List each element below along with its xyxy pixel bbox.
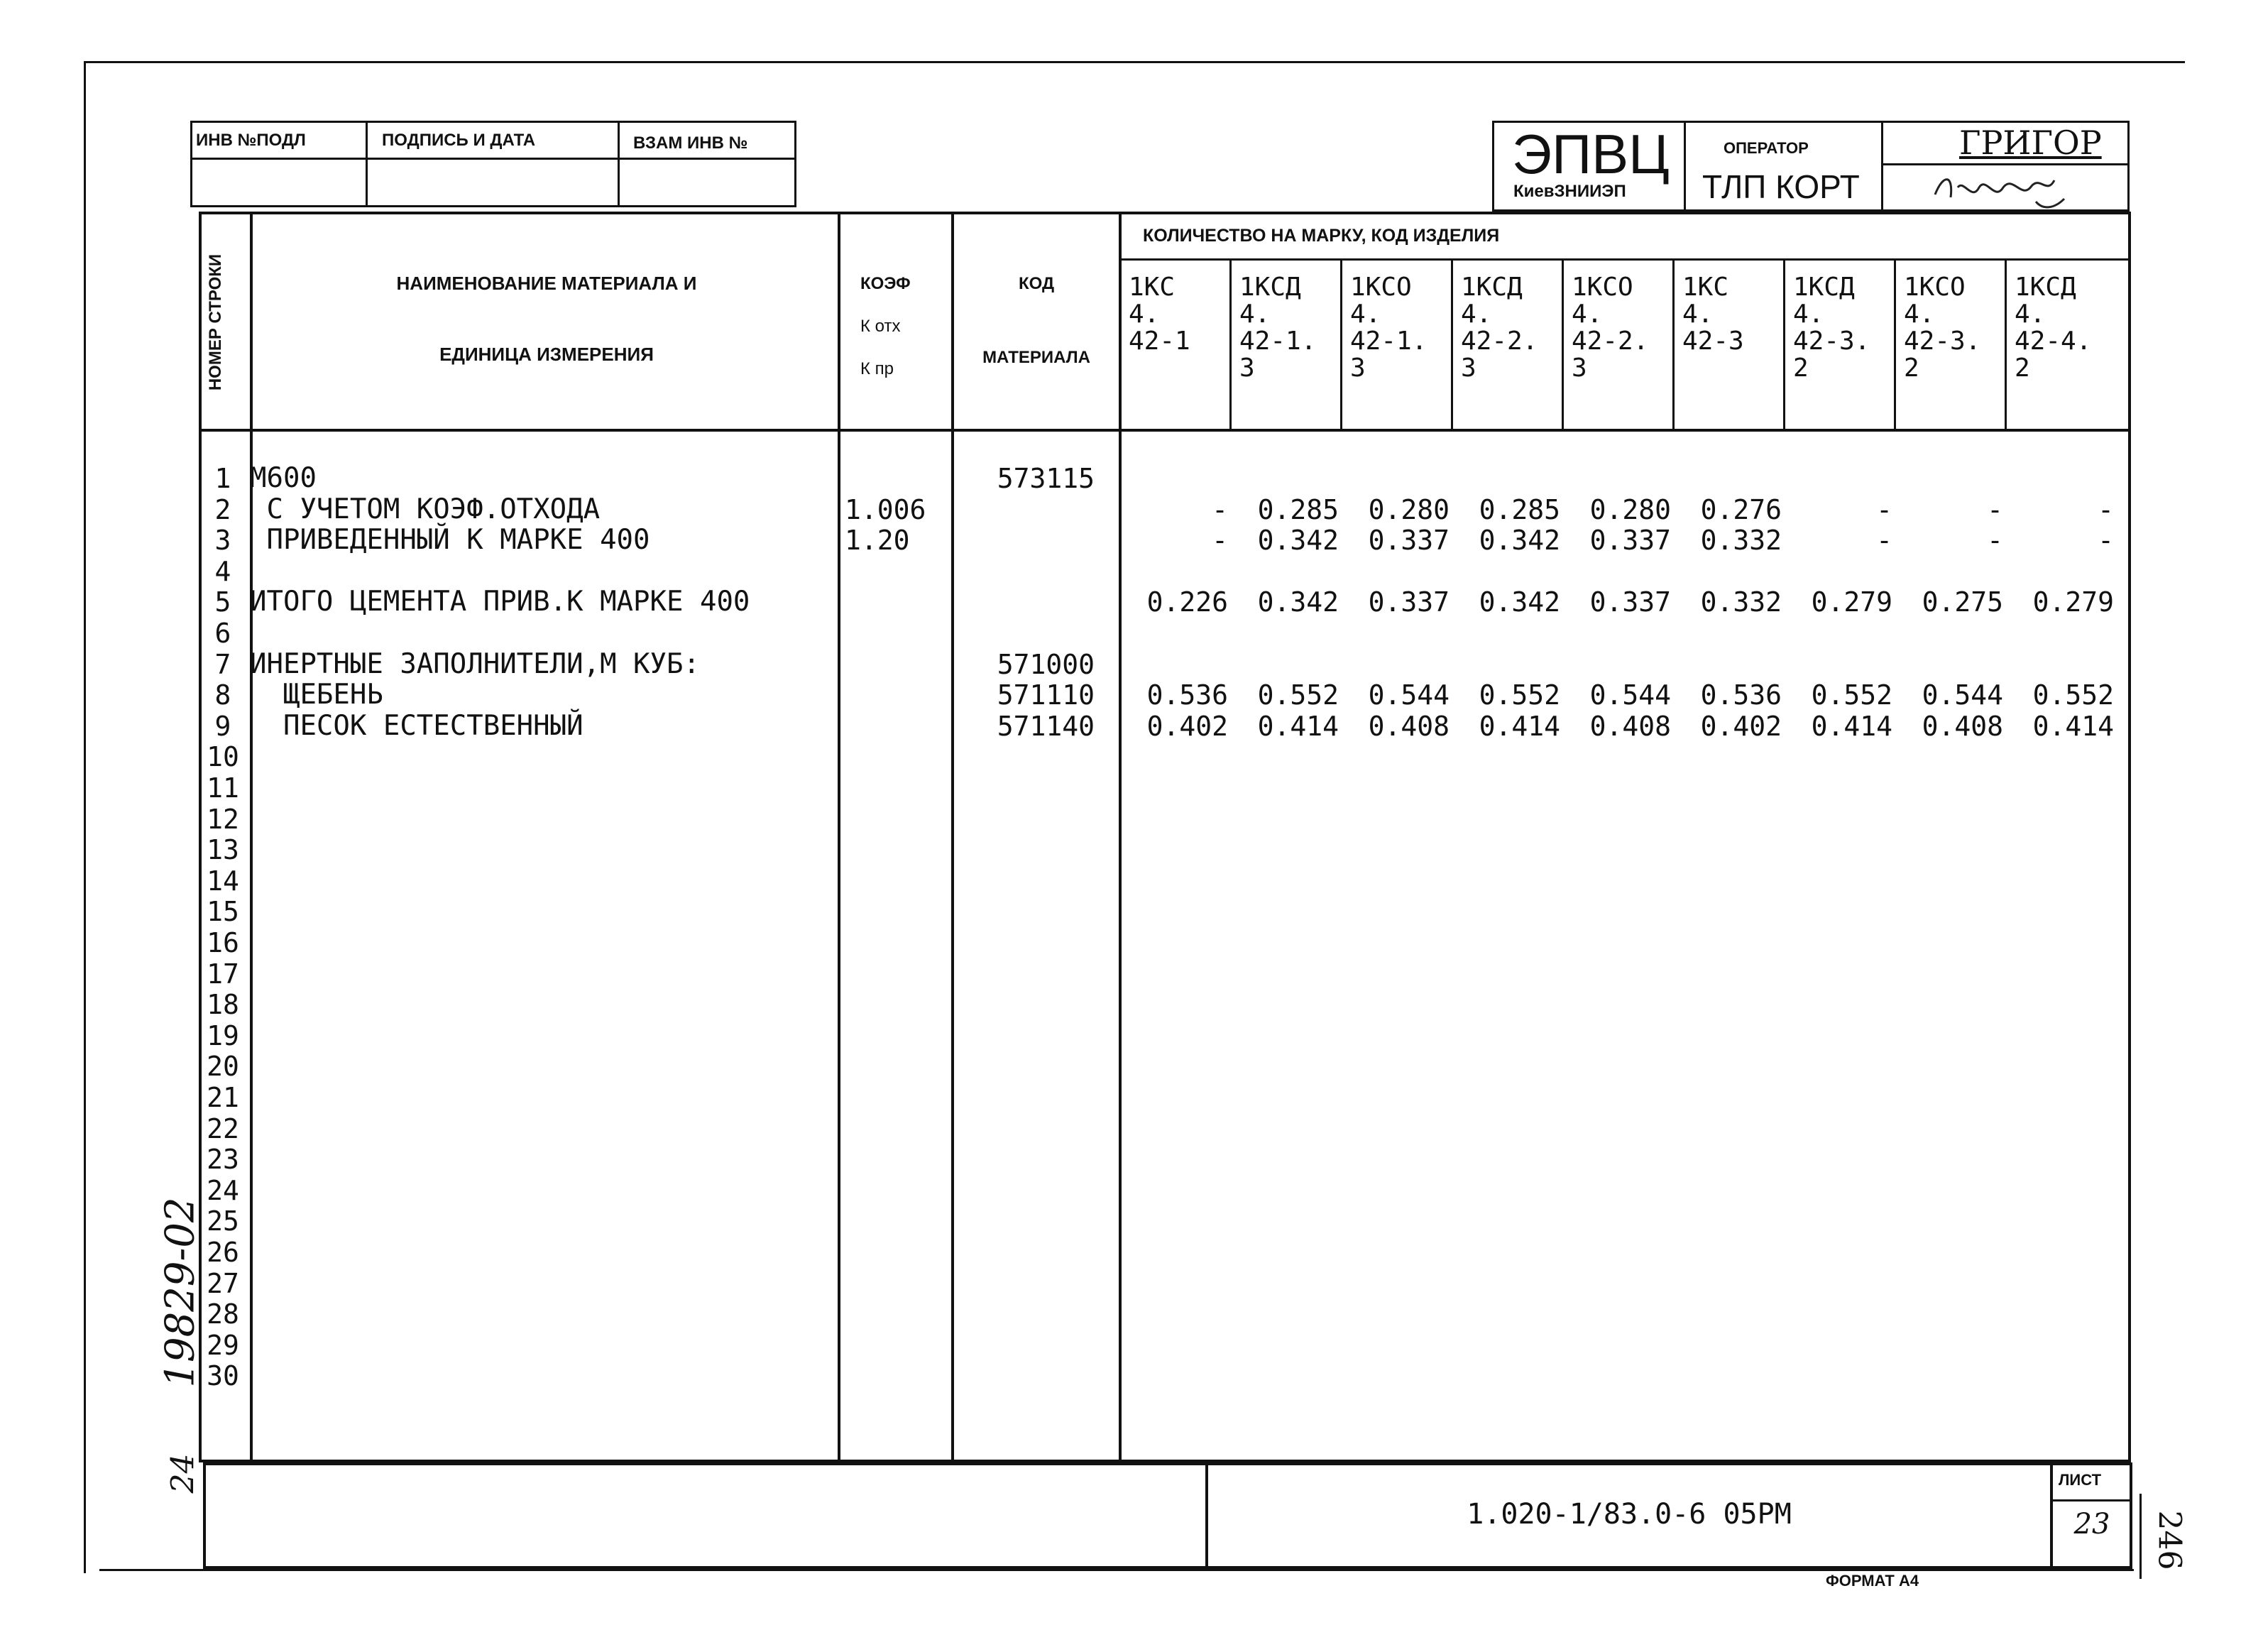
header-code-1: КОД <box>1018 274 1055 293</box>
quantity-cell: 0.275 <box>1922 586 2003 618</box>
qty-col-line-7 <box>1894 258 1896 432</box>
product-column-header: 1КС 4. 42-3 <box>1682 273 1744 356</box>
quantity-cell: 0.408 <box>1368 710 1450 742</box>
quantity-cell: 0.332 <box>1700 586 1782 618</box>
stamp-sign-label: ПОДПИСЬ И ДАТА <box>382 131 536 150</box>
operator-label: ОПЕРАТОР <box>1724 139 1809 157</box>
quantity-cell: 0.342 <box>1257 525 1339 557</box>
quantity-cell: - <box>1876 525 1892 557</box>
quantity-cell: 0.280 <box>1368 493 1450 525</box>
product-column-header: 1КСО 4. 42-2. 3 <box>1572 273 1649 383</box>
col-line-code <box>1119 212 1122 1462</box>
row-number: 24 <box>207 1174 239 1206</box>
material-name: ЩЕБЕНЬ <box>250 679 383 711</box>
quantity-cell: 0.279 <box>2032 586 2114 618</box>
quantity-cell: 0.337 <box>1368 586 1450 618</box>
stamp-divider-v2 <box>618 121 620 207</box>
org-sub: КиевЗНИИЭП <box>1513 182 1626 201</box>
header-name-line2: ЕДИНИЦА ИЗМЕРЕНИЯ <box>439 344 654 365</box>
operator-value: ТЛП КОРТ <box>1702 168 1860 205</box>
quantity-cell: - <box>1987 525 2003 557</box>
quantity-cell: 0.285 <box>1479 493 1560 525</box>
row-number: 29 <box>207 1329 239 1361</box>
quantity-cell: 0.552 <box>1811 679 1892 711</box>
quantity-cell: 0.552 <box>2032 679 2114 711</box>
quantity-cell: - <box>2098 493 2114 525</box>
material-code: 573115 <box>997 463 1095 494</box>
quantity-cell: 0.414 <box>1811 710 1892 742</box>
row-number: 13 <box>207 834 239 866</box>
header-coef-3: К пр <box>860 359 894 378</box>
material-code: 571110 <box>997 679 1095 711</box>
archive-number: 19829-02 <box>157 1197 204 1388</box>
product-column-header: 1КСД 4. 42-3. 2 <box>1793 273 1870 383</box>
col-line-coef <box>951 212 954 1462</box>
header-quantity: КОЛИЧЕСТВО НА МАРКУ, КОД ИЗДЕЛИЯ <box>1143 226 1500 246</box>
row-number: 7 <box>214 648 231 680</box>
qty-col-line-6 <box>1783 258 1785 432</box>
page-number-right: 246 <box>2151 1510 2188 1570</box>
org-name: ЭПВЦ <box>1512 123 1670 185</box>
org-divider-h <box>1881 163 2130 165</box>
qty-col-line-4 <box>1562 258 1564 432</box>
quantity-cell: 0.552 <box>1257 679 1339 711</box>
row-number: 1 <box>214 463 231 494</box>
material-name: ПЕСОК ЕСТЕСТВЕННЫЙ <box>250 709 583 742</box>
material-code: 571000 <box>997 648 1095 680</box>
org-divider-v2 <box>1881 121 1883 212</box>
quantity-cell: - <box>2098 525 2114 557</box>
stamp-replace-label: ВЗАМ ИНВ № <box>633 133 748 153</box>
quantity-cell: 0.276 <box>1700 493 1782 525</box>
quantity-cell: 0.337 <box>1589 525 1671 557</box>
sheet-number: 23 <box>2073 1508 2110 1541</box>
material-name: ИТОГО ЦЕМЕНТА ПРИВ.К МАРКЕ 400 <box>250 586 750 618</box>
quantity-cell: 0.280 <box>1589 493 1671 525</box>
quantity-cell: 0.414 <box>1479 710 1560 742</box>
material-name: М600 <box>250 462 317 494</box>
row-number: 20 <box>207 1051 239 1083</box>
main-table <box>199 212 2131 1462</box>
header-coef-2: К отх <box>860 317 901 336</box>
quantity-cell: 0.544 <box>1922 679 2003 711</box>
quantity-cell: 0.402 <box>1700 710 1782 742</box>
quantity-cell: 0.342 <box>1257 586 1339 618</box>
product-column-header: 1КСД 4. 42-4. 2 <box>2015 273 2092 383</box>
quantity-cell: - <box>1212 493 1228 525</box>
row-number: 4 <box>214 555 231 587</box>
header-coef-1: КОЭФ <box>860 274 911 293</box>
quantity-cell: 0.337 <box>1368 525 1450 557</box>
quantity-cell: 0.279 <box>1811 586 1892 618</box>
quantity-cell: - <box>1987 493 2003 525</box>
row-number: 17 <box>207 958 239 990</box>
row-number: 11 <box>207 772 239 804</box>
row-number: 26 <box>207 1237 239 1268</box>
quantity-cell: 0.414 <box>2032 710 2114 742</box>
row-number: 15 <box>207 896 239 928</box>
qty-col-line-3 <box>1451 258 1453 432</box>
format-label: ФОРМАТ А4 <box>1826 1572 1919 1590</box>
row-number: 18 <box>207 989 239 1021</box>
qty-col-line-8 <box>2005 258 2007 432</box>
row-number: 21 <box>207 1082 239 1113</box>
quantity-cell: 0.544 <box>1368 679 1450 711</box>
coefficient-value: 1.006 <box>845 493 926 525</box>
quantity-cell: - <box>1876 493 1892 525</box>
row-number: 19 <box>207 1019 239 1051</box>
row-number: 27 <box>207 1267 239 1299</box>
quantity-cell: 0.408 <box>1589 710 1671 742</box>
row-number: 8 <box>214 679 231 711</box>
qty-header-separator <box>1119 258 2131 261</box>
top-border-line <box>84 61 2185 63</box>
material-name: С УЧЕТОМ КОЭФ.ОТХОДА <box>250 493 601 525</box>
quantity-cell: 0.536 <box>1146 679 1228 711</box>
format-line <box>99 1569 2134 1571</box>
product-column-header: 1КС 4. 42-1 <box>1129 273 1190 356</box>
coefficient-value: 1.20 <box>845 525 910 557</box>
quantity-cell: 0.342 <box>1479 586 1560 618</box>
org-divider-v1 <box>1684 121 1686 212</box>
stamp-inv-label: ИНВ №ПОДЛ <box>196 131 306 150</box>
row-number: 12 <box>207 803 239 835</box>
row-number: 23 <box>207 1144 239 1176</box>
row-number: 9 <box>214 710 231 742</box>
product-column-header: 1КСО 4. 42-1. 3 <box>1350 273 1428 383</box>
quantity-cell: 0.285 <box>1257 493 1339 525</box>
qty-col-line-1 <box>1229 258 1232 432</box>
quantity-cell: 0.226 <box>1146 586 1228 618</box>
quantity-cell: - <box>1212 525 1228 557</box>
row-number: 2 <box>214 493 231 525</box>
row-number: 6 <box>214 618 231 649</box>
row-number: 10 <box>207 741 239 773</box>
qty-col-line-5 <box>1672 258 1675 432</box>
qty-col-line-2 <box>1340 258 1342 432</box>
stamp-divider-v1 <box>366 121 368 207</box>
table-header-separator <box>199 429 2131 432</box>
quantity-cell: 0.408 <box>1922 710 2003 742</box>
row-number: 28 <box>207 1298 239 1330</box>
material-code: 571140 <box>997 710 1095 742</box>
quantity-cell: 0.536 <box>1700 679 1782 711</box>
product-column-header: 1КСД 4. 42-2. 3 <box>1461 273 1538 383</box>
material-name: ИНЕРТНЫЕ ЗАПОЛНИТЕЛИ,М КУБ: <box>250 647 700 680</box>
quantity-cell: 0.414 <box>1257 710 1339 742</box>
col-line-name <box>838 212 840 1462</box>
document-code: 1.020-1/83.0-6 05РМ <box>1467 1498 1792 1531</box>
title-block-divider-3 <box>2050 1499 2132 1501</box>
product-column-header: 1КСД 4. 42-1. 3 <box>1239 273 1317 383</box>
person-name: ГРИГОР <box>1959 124 2102 162</box>
row-number: 5 <box>214 586 231 618</box>
col-line-rownum <box>250 212 253 1462</box>
row-number: 25 <box>207 1205 239 1237</box>
header-rownum: НОМЕР СТРОКИ <box>206 253 225 391</box>
quantity-cell: 0.552 <box>1479 679 1560 711</box>
row-number: 14 <box>207 865 239 897</box>
product-column-header: 1КСО 4. 42-3. 2 <box>1904 273 1981 383</box>
quantity-cell: 0.342 <box>1479 525 1560 557</box>
quantity-cell: 0.544 <box>1589 679 1671 711</box>
header-code-2: МАТЕРИАЛА <box>982 348 1090 367</box>
row-number: 16 <box>207 927 239 958</box>
signature-mark <box>1929 166 2071 212</box>
quantity-cell: 0.332 <box>1700 525 1782 557</box>
left-border-line <box>84 61 86 1573</box>
row-number: 3 <box>214 525 231 557</box>
quantity-cell: 0.337 <box>1589 586 1671 618</box>
stamp-divider-h <box>190 158 796 160</box>
page-number-small: 24 <box>165 1453 202 1494</box>
quantity-cell: 0.402 <box>1146 710 1228 742</box>
row-number: 22 <box>207 1112 239 1144</box>
row-number: 30 <box>207 1360 239 1392</box>
material-name: ПРИВЕДЕННЫЙ К МАРКЕ 400 <box>250 524 650 557</box>
header-name-line1: НАИМЕНОВАНИЕ МАТЕРИАЛА И <box>396 273 697 294</box>
right-margin-tick <box>2139 1494 2142 1579</box>
sheet-label: ЛИСТ <box>2059 1471 2102 1489</box>
